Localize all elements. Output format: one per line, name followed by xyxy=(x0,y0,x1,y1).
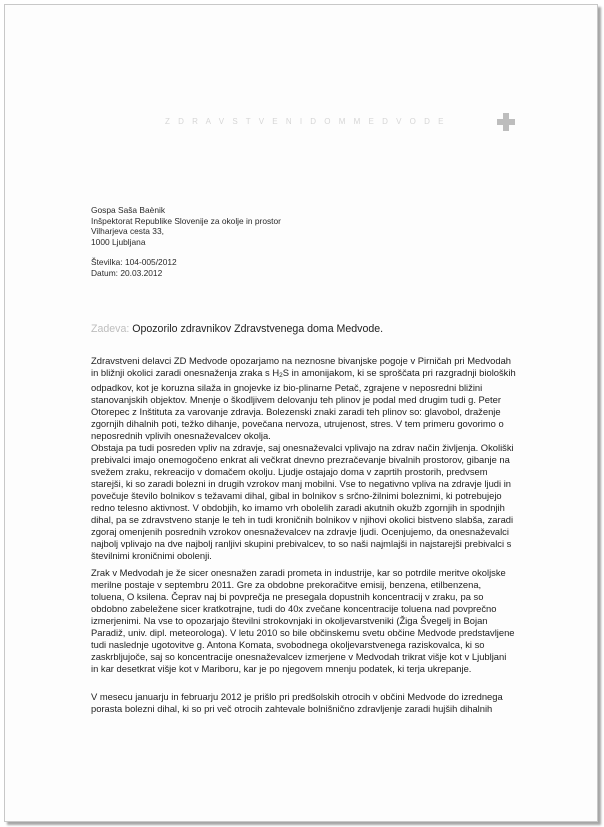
text-line: merilne postaje v septembru 2011. Gre za obdobne prekoračitve emisij, benzena, etilbenzena, xyxy=(91,579,482,590)
plus-logo-icon xyxy=(495,111,517,133)
document-page xyxy=(4,4,598,822)
subject-line xyxy=(91,323,383,336)
text-line: V mesecu januarju in februarju 2012 je prišlo pri predšolskih otrocih v občini Medvode do izrednega xyxy=(91,691,503,702)
text-line: Obstaja pa tudi posreden vpliv na zdravje, saj onesnaževalci vplivajo na zdrav način življenja. Okoliški xyxy=(91,442,514,453)
recipient-line: Inšpektorat Republike Slovenije za okolje in prostor xyxy=(91,215,281,226)
text-segment: S in amonijakom, ki se sproščata pri razgradnji bioloških xyxy=(282,367,516,378)
paragraph-1 xyxy=(91,355,523,562)
text-line: Otorepec z Inštituta za varovanje zdravja. Bolezenski znaki zaradi teh plinov so: glavobol, draženje xyxy=(91,406,501,417)
text-line: Paradiž, univ. dipl. meteorologa). V letu 2010 so bile občinskemu svetu občine Medvode predstavljene xyxy=(91,627,515,638)
text-line: obdobno zabeležene sicer kratkotrajne, tudi do 40x zvečane koncentracije toluena nad povprečno xyxy=(91,603,497,614)
reference-date: Datum: 20.03.2012 xyxy=(91,267,163,278)
text-line: zgornjih dihalnih poti, težko dihanje, povečana nervoza, utrujenost, stres. V tem primeru govorimo o xyxy=(91,418,504,429)
recipient-line: 1000 Ljubljana xyxy=(91,236,146,247)
text-line: porasta bolezni dihal, ki so pri več otrocih zahtevale bolnišnično zdravljenje zaradi hujših dihalnih xyxy=(91,703,493,714)
subject-label: Zadeva: xyxy=(91,323,130,335)
text-line: dihal, pa se zdravstveno stanje le teh in tudi kroničnih bolnikov v njihovi okolici bistveno slabša, zaradi xyxy=(91,514,514,525)
text-line: izmerjenimi. Na vse to opozarjajo številni strokovnjaki in okoljevarstveniki (Žiga Švegelj in Bojan xyxy=(91,615,488,626)
recipient-address xyxy=(91,205,281,247)
text-line: stanovanjskih objektov. Mnenje o škodljivem delovanju teh plinov je podal med drugim tudi g. Peter xyxy=(91,394,501,405)
text-line: Zrak v Medvodah je že sicer onesnažen zaradi prometa in industrije, kar so potrdile meritve okoljske xyxy=(91,567,506,578)
reference-block xyxy=(91,257,177,278)
text-line: starejši, ki so zaradi bolezni in drugih vzrokov manj mobilni. Vse to negativno vpliva na zdravje ljudi in xyxy=(91,478,511,489)
text-line: zgoraj omenjenih posrednih vzrokov onesnaževalcev na zdravje ljudi. Ocenjujemo, da onesnaževalci xyxy=(91,526,509,537)
text-line: zaskrbljujoče, saj so koncentracije onesnaževalcev izmerjene v Medvodah trikrat višje kot v Ljubljani xyxy=(91,651,507,662)
text-line: najbolj vplivajo na dve najbolj ranljivi skupini prebivalcev, to so naši najmlajši in najstarejši prebivalci s xyxy=(91,538,512,549)
text-line: odpadkov, kot je koruzna silaža in gnojevke iz bio-plinarne Petač, zgrajene v neposredni bližini xyxy=(91,382,483,393)
paragraph-2 xyxy=(91,567,523,675)
h2s-subscript: 2 xyxy=(279,372,283,379)
text-line: tudi naslednje ugotovitve g. Antona Komata, svobodnega okoljevarstvenega raziskovalca, ki so xyxy=(91,639,485,650)
recipient-line: Gospa Saša Baènik xyxy=(91,205,166,215)
text-line: številnimi kroničnimi obolenji. xyxy=(91,550,212,561)
text-line: toluena, O ksilena. Čeprav naj bi povprečja ne presegala dopustnih koncentracij v zraku, pa so xyxy=(91,591,484,602)
text-line: povečuje število bolnikov s težavami dihal, gibal in bolnikov s srčno-žilnimi boleznimi, ki potrebujejo xyxy=(91,490,502,501)
reference-number: Številka: 104-005/2012 xyxy=(91,257,177,267)
paragraph-3 xyxy=(91,691,523,715)
text-line: prebivalci imajo onemogočeno enkrat ali večkrat dnevno prezračevanje bivalnih prostorov, gibanje na xyxy=(91,454,510,465)
text-line xyxy=(91,367,523,382)
text-line: redno telesno aktivnost. V obdobjih, ko imamo vrh obolelih zaradi akutnih okužb zgornjih in spodnjih xyxy=(91,502,505,513)
text-line: Zdravstveni delavci ZD Medvode opozarjamo na neznosne bivanjske pogoje v Pirničah pri Medvodah xyxy=(91,355,512,366)
text-line: svežem zraku, rekreacijo v domačem okolju. Ljudje ostajajo doma v zaprtih prostorih, predvsem xyxy=(91,466,488,477)
text-segment: in bližnji okolici zaradi onesnaženja zraka s H xyxy=(91,367,280,378)
subject-text: Opozorilo zdravnikov Zdravstvenega doma Medvode. xyxy=(132,323,384,335)
text-line: in kar desetkrat višje kot v Mariboru, kar je po njegovem mnenju podatek, ki terja ukrepanje. xyxy=(91,663,472,674)
text-line: neposrednih vplivih onesnaževalcev okolja. xyxy=(91,430,271,441)
recipient-line: Vilharjeva cesta 33, xyxy=(91,226,164,236)
letterhead-text: Z D R A V S T V E N I D O M M E D V O D E xyxy=(165,117,447,126)
